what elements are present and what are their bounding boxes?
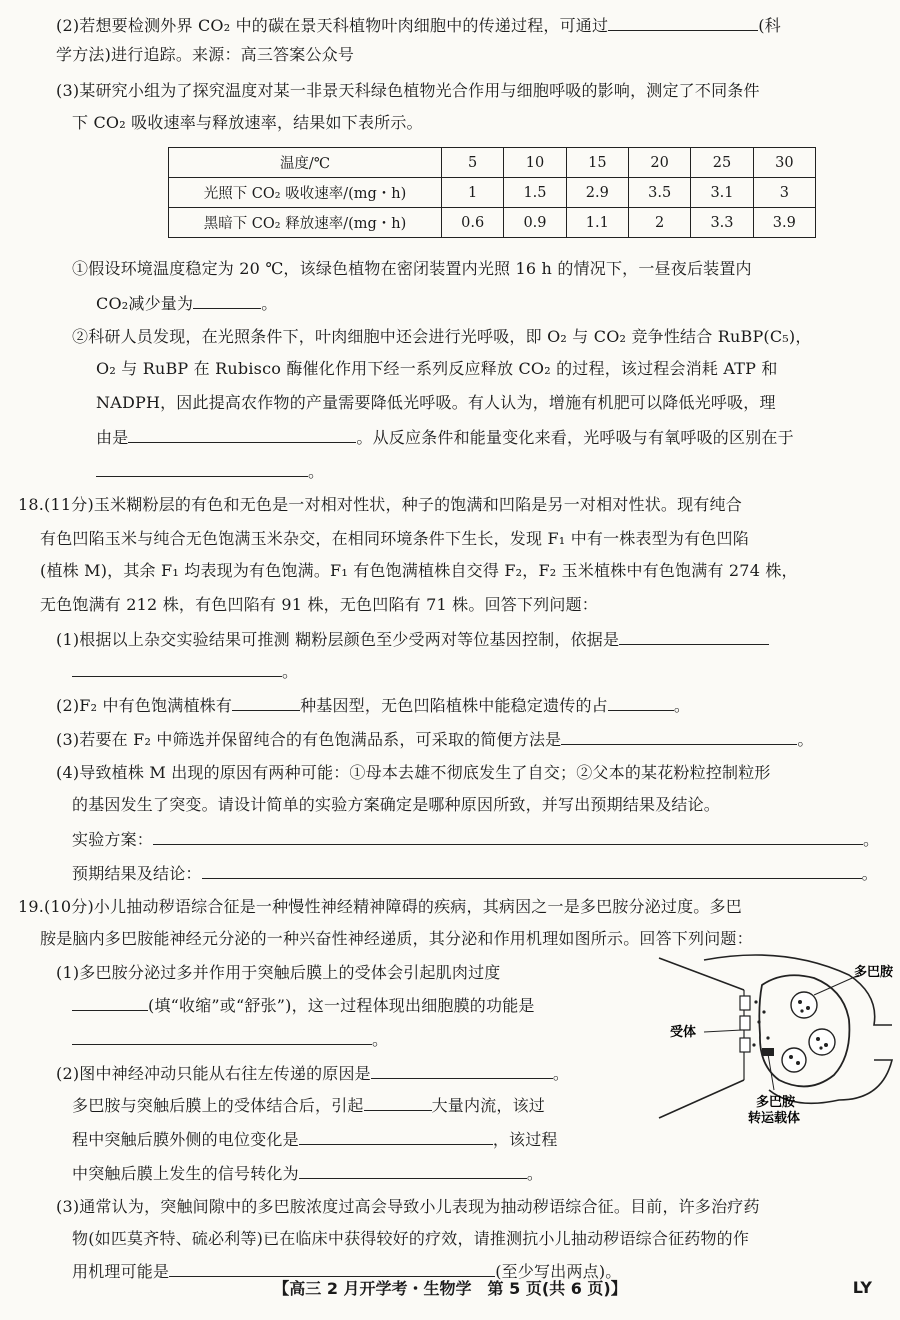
answer-blank[interactable] [96, 460, 308, 477]
table-cell: 10 [504, 148, 566, 178]
table-cell: 15 [566, 148, 628, 178]
table-header-row [169, 148, 816, 178]
answer-blank[interactable] [153, 828, 863, 845]
q17-3-line1: (3)某研究小组为了探究温度对某一非景天科绿色植物光合作用与细胞呼吸的影响，测定了不同条件 [56, 81, 760, 100]
q18-1-line1: (1)根据以上杂交实验结果可推测 糊粉层颜色至少受两对等位基因控制，依据是 [56, 628, 769, 651]
q18-line2: 有色凹陷玉米与纯合无色饱满玉米杂交，在相同环境条件下生长，发现 F₁ 中有一株表型为有色凹陷 [40, 529, 749, 548]
data-table [168, 147, 816, 238]
q19-1-line3: 。 [72, 1028, 388, 1051]
label-transporter-1: 多巴胺 [756, 1095, 796, 1110]
q19-2-line4: 中突触后膜上发生的信号转化为 。 [72, 1164, 544, 1183]
vesicle-icon [782, 1048, 806, 1072]
table-cell: 温度/℃ [169, 148, 442, 178]
table-cell: 2 [628, 208, 690, 238]
table-cell: 30 [753, 148, 815, 178]
vesicle-icon [791, 992, 817, 1018]
label-dopamine: 多巴胺 [854, 965, 894, 980]
q18-4-line2: 的基因发生了突变。请设计简单的实验方案确定是哪种原因所致，并写出预期结果及结论。 [72, 795, 721, 814]
table-row [169, 178, 816, 208]
answer-blank[interactable] [619, 628, 769, 645]
table-cell: 黑暗下 CO₂ 释放速率/(mg・h) [169, 208, 442, 238]
receptor-icon [740, 1038, 750, 1052]
q18-4-line1: (4)导致植株 M 出现的原因有两种可能：①母本去雄不彻底发生了自交；②父本的某花粉粒控制粒形 [56, 763, 771, 782]
table-cell: 0.6 [442, 208, 504, 238]
q19-1-line2: (填“收缩”或“舒张”)，这一过程体现出细胞膜的功能是 [72, 994, 535, 1017]
answer-blank[interactable] [299, 1162, 527, 1179]
answer-blank[interactable] [72, 660, 282, 677]
q17-c1-line2: CO₂减少量为 。 [96, 294, 278, 313]
q19-3-line3: 用机理可能是 (至少写出两点)。 [72, 1262, 622, 1281]
answer-blank[interactable] [371, 1062, 553, 1079]
q17-c1-line1: ①假设环境温度稳定为 20 ℃，该绿色植物在密闭装置内光照 16 h 的情况下，一昼夜后装置内 [72, 259, 752, 278]
q19-2-line3: 程中突触后膜外侧的电位变化是 ，该过程 [72, 1130, 558, 1149]
table-cell: 3 [753, 178, 815, 208]
q18-line1: 18.(11分)玉米糊粉层的有色和无色是一对相对性状，种子的饱满和凹陷是另一对相对性状。现有纯合 [18, 495, 742, 514]
answer-blank[interactable] [202, 862, 862, 879]
answer-blank[interactable] [561, 728, 797, 745]
table-row [169, 208, 816, 238]
synapse-diagram [644, 950, 894, 1125]
q17-3-line2: 下 CO₂ 吸收速率与释放速率，结果如下表所示。 [72, 113, 423, 132]
q18-line3: (植株 M)，其余 F₁ 均表现为有色饱满。F₁ 有色饱满植株自交得 F₂，F₂ 玉米植株中有色饱满有 274 株， [40, 561, 798, 580]
table-cell: 2.9 [566, 178, 628, 208]
corner-mark: LY [852, 1278, 872, 1297]
table-cell: 1.5 [504, 178, 566, 208]
q17-2-line1: (2)若想要检测外界 CO₂ 中的碳在景天科植物叶肉细胞中的传递过程，可通过 (科 [56, 16, 781, 35]
q19-1-line1: (1)多巴胺分泌过多并作用于突触后膜上的受体会引起肌肉过度 [56, 963, 501, 982]
table-cell: 25 [691, 148, 753, 178]
receptor-icon [740, 996, 750, 1010]
answer-blank[interactable] [364, 1094, 432, 1111]
label-transporter-2: 转运载体 [748, 1111, 801, 1125]
table-cell: 0.9 [504, 208, 566, 238]
q19-2-line1: (2)图中神经冲动只能从右往左传递的原因是 。 [56, 1064, 570, 1083]
table-cell: 3.9 [753, 208, 815, 238]
q17-c2-line5: 。 [96, 460, 324, 483]
answer-blank[interactable] [608, 14, 758, 31]
answer-blank[interactable] [232, 694, 300, 711]
table-cell: 20 [628, 148, 690, 178]
answer-blank[interactable] [72, 994, 148, 1011]
q17-c2-line3: NADPH，因此提高农作物的产量需要降低光呼吸。有人认为，增施有机肥可以降低光呼吸，理 [96, 393, 776, 412]
table-cell: 1.1 [566, 208, 628, 238]
q18-3: (3)若要在 F₂ 中筛选并保留纯合的有色饱满品系，可采取的简便方法是 。 [56, 730, 814, 749]
q17-c2-line4: 由是 。从反应条件和能量变化来看，光呼吸与有氧呼吸的区别在于 [96, 428, 794, 447]
q18-1-line2: 。 [72, 660, 298, 683]
q18-plan: 实验方案： 。 [72, 830, 880, 849]
page-footer: 【高三 2 月开学考・生物学 第 5 页(共 6 页)】 [273, 1279, 627, 1298]
vesicle-icon [809, 1029, 835, 1055]
q18-line4: 无色饱满有 212 株，有色凹陷有 91 株，无色凹陷有 71 株。回答下列问题： [40, 595, 598, 614]
receptor-icon [740, 1016, 750, 1030]
table-cell: 1 [442, 178, 504, 208]
q18-result: 预期结果及结论： 。 [72, 864, 878, 883]
answer-blank[interactable] [72, 1028, 372, 1045]
q19-line1: 19.(10分)小儿抽动秽语综合征是一种慢性神经精神障碍的疾病，其病因之一是多巴胺分泌过度。多巴 [18, 897, 742, 916]
q19-3-line1: (3)通常认为，突触间隙中的多巴胺浓度过高会导致小儿表现为抽动秽语综合征。目前，许多治疗药 [56, 1197, 760, 1216]
q18-2: (2)F₂ 中有色饱满植株有 种基因型，无色凹陷植株中能稳定遗传的占 。 [56, 696, 691, 715]
answer-blank[interactable] [299, 1128, 493, 1145]
q19-line2: 胺是脑内多巴胺能神经元分泌的一种兴奋性神经递质，其分泌和作用机理如图所示。回答下列问题： [40, 929, 753, 948]
q19-2-line2: 多巴胺与突触后膜上的受体结合后，引起 大量内流，该过 [72, 1096, 546, 1115]
q17-2-line2: 学方法)进行追踪。来源：高三答案公众号 [56, 45, 355, 64]
table-cell: 5 [442, 148, 504, 178]
q17-c2-line1: ②科研人员发现，在光照条件下，叶肉细胞中还会进行光呼吸，即 O₂ 与 CO₂ 竞争性结合 RuBP(C₅)， [72, 327, 812, 346]
table-cell: 光照下 CO₂ 吸收速率/(mg・h) [169, 178, 442, 208]
q19-3-line2: 物(如匹莫齐特、硫必利等)已在临床中获得较好的疗效，请推测抗小儿抽动秽语综合征药物的作 [72, 1229, 750, 1248]
answer-blank[interactable] [608, 694, 674, 711]
answer-blank[interactable] [193, 292, 261, 309]
table-cell: 3.1 [691, 178, 753, 208]
table-cell: 3.5 [628, 178, 690, 208]
label-receptor: 受体 [670, 1025, 697, 1040]
answer-blank[interactable] [128, 426, 356, 443]
q17-c2-line2: O₂ 与 RuBP 在 Rubisco 酶催化作用下经一系列反应释放 CO₂ 的过程，该过程会消耗 ATP 和 [96, 359, 778, 378]
table-cell: 3.3 [691, 208, 753, 238]
answer-blank[interactable] [169, 1260, 495, 1277]
